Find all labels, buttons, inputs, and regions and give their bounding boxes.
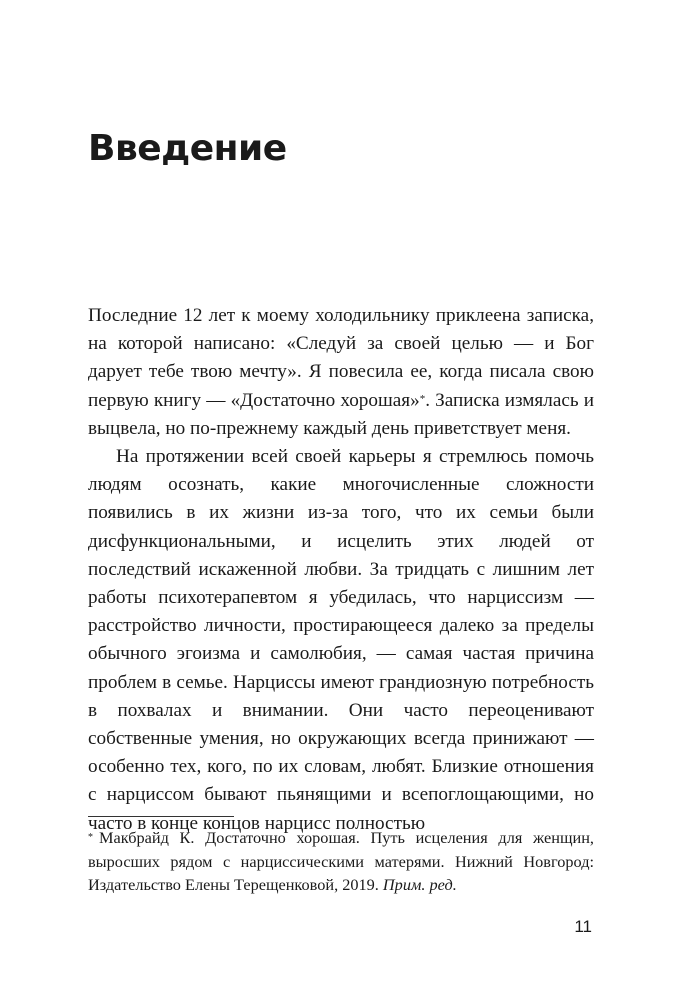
paragraph-1-text-after-ref: . Записка измялась и выцвела, но по-прежнему каждый день приветствует меня. [88,389,594,439]
main-text [88,302,594,838]
paragraph-2: На протяжении всей своей карьеры я стремлюсь помочь людям осознать, какие многочисленные сложности появились в их жизни из-за того, что их семьи были дисфункциональными, и исцелить этих людей от последствий искаженной любви. За тридцать с лишним лет работы психотерапевтом я убедилась, что нарциссизм — расстройство личности, простирающееся далеко за пределы обычного эгоизма и самолюбия, — самая частая причина проблем в семье. Нарциссы имеют грандиозную потребность в похвалах и внимании. Они часто переоценивают собственные умения, но окружающих всегда принижают — особенно тех, кого, по их словам, любят. Близкие отношения с нарциссом бывают пьянящими и всепоглощающими, но часто в конце концов нарцисс полностью [88,446,594,834]
paragraph-1 [88,302,594,443]
footnote-divider [88,816,234,817]
page-number: 11 [574,917,592,936]
footnote-editor-note: Прим. ред. [382,875,457,894]
paragraph-1-text-before-ref: Последние 12 лет к моему холодильнику приклеена записка, на которой написано: «Следуй за своей целью — и Бог дарует тебе твою мечту». Я повесила ее, когда писала свою первую книгу — «Достаточно хорошая» [88,305,594,411]
footnote [88,826,594,897]
footnote-reference-mark: * [419,392,426,405]
footnote-text: Макбрайд К. Достаточно хорошая. Путь исцеления для женщин, выросших рядом с нарциссическими матерями. Нижний Новгород: Издательство Елены Терещенковой, 2019. [88,828,594,894]
footnote-mark: * [88,832,93,843]
chapter-title: Введение [88,128,287,169]
